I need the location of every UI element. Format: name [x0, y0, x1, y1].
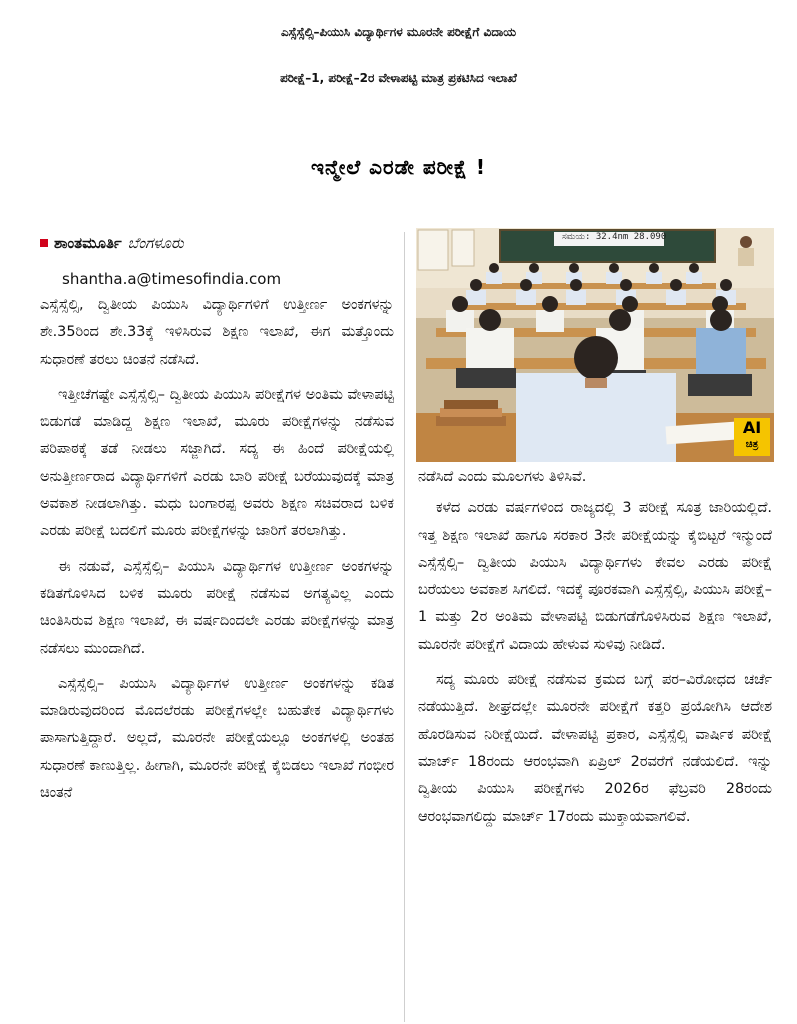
paragraph: ಎಸ್ಸೆಸ್ಸೆಲ್ಸಿ, ದ್ವಿತೀಯ ಪಿಯುಸಿ ವಿದ್ಯಾರ್ಥಿಗಳಿಗೆ ಉತ್ತೀರ್ಣ ಅಂಕಗಳನ್ನು ಶೇ.35ರಿಂದ ಶೇ.33ಕ್ಕೆ ಇಳಿಸಿರುವ ಶಿಕ್ಷಣ ಇಲಾಖೆ, ಈಗ ಮತ್ತೊಂದು ಸುಧಾರಣೆ ತರಲು ಚಿಂತನೆ ನಡೆಸಿದೆ. — [40, 297, 394, 368]
red-square-icon — [40, 239, 48, 247]
kicker-line-2: ಪರೀಕ್ಷೆ–1, ಪರೀಕ್ಷೆ–2ರ ವೇಳಾಪಟ್ಟಿ ಮಾತ್ರ ಪ್ರಕಟಿಸಿದ ಇಲಾಖೆ — [280, 71, 517, 85]
article-column-2 — [418, 464, 772, 839]
column-divider — [404, 232, 405, 1022]
kicker-line-1: ಎಸ್ಸೆಸ್ಸೆಲ್ಸಿ–ಪಿಯುಸಿ ವಿದ್ಯಾರ್ಥಿಗಳ ಮೂರನೇ ಪರೀಕ್ಷೆಗೆ ವಿದಾಯ — [280, 25, 517, 39]
exam-hall-photo — [416, 228, 774, 462]
article-column-1 — [40, 292, 394, 815]
paragraph: ಎಸ್ಸೆಸ್ಸೆಲ್ಸಿ– ಪಿಯುಸಿ ವಿದ್ಯಾರ್ಥಿಗಳ ಉತ್ತೀರ್ಣ ಅಂಕಗಳನ್ನು ಕಡಿತ ಮಾಡಿರುವುದರಿಂದ ಮೊದಲೆರಡು ಪರೀಕ್ಷೆಗಳಲ್ಲೇ ಬಹುತೇಕ ವಿದ್ಯಾರ್ಥಿಗಳು ಪಾಸಾಗುತ್ತಿದ್ದಾರೆ. ಅಲ್ಲದೆ, ಮೂರನೇ ಪರೀಕ್ಷೆಯಲ್ಲೂ ಅಂಕಗಳಲ್ಲಿ ಅಂತಹ ಸುಧಾರಣೆ ಕಾಣುತ್ತಿಲ್ಲ. ಹೀಗಾಗಿ, ಮೂರನೇ ಪರೀಕ್ಷೆ ಕೈಬಿಡಲು ಇಲಾಖೆ ಗಂಭೀರ ಚಿಂತನೆ — [40, 675, 394, 802]
paragraph: ಈ ನಡುವೆ, ಎಸ್ಸೆಸ್ಸೆಲ್ಸಿ– ಪಿಯುಸಿ ವಿದ್ಯಾರ್ಥಿಗಳ ಉತ್ತೀರ್ಣ ಅಂಕಗಳನ್ನು ಕಡಿತಗೊಳಿಸಿದ ಬಳಿಕ ಮೂರು ಪರೀಕ್ಷೆ ನಡೆಸುವ ಅಗತ್ಯವಿಲ್ಲ ಎಂದು ಚಿಂತಿಸಿರುವ ಶಿಕ್ಷಣ ಇಲಾಖೆ, ಈ ವರ್ಷದಿಂದಲೇ ಎರಡು ಪರೀಕ್ಷೆಗಳನ್ನು ಮಾತ್ರ ನಡೆಸಲು ಮುಂದಾಗಿದೆ. — [40, 558, 394, 657]
exam-hall-illustration — [416, 228, 774, 462]
author-name: ಶಾಂತಮೂರ್ತಿ — [54, 234, 122, 252]
byline — [40, 232, 184, 254]
ai-badge-label: AI — [742, 418, 762, 437]
paragraph: ಕಳೆದ ಎರಡು ವರ್ಷಗಳಿಂದ ರಾಜ್ಯದಲ್ಲಿ 3 ಪರೀಕ್ಷೆ ಸೂತ್ರ ಜಾರಿಯಲ್ಲಿದೆ. ಇತ್ತ ಶಿಕ್ಷಣ ಇಲಾಖೆ ಹಾಗೂ ಸರಕಾರ 3ನೇ ಪರೀಕ್ಷೆಯನ್ನು ಕೈಬಿಟ್ಟರೆ ಇನ್ಮುಂದೆ ಎಸ್ಸೆಸ್ಸೆಲ್ಸಿ– ದ್ವಿತೀಯ ಪಿಯುಸಿ ವಿದ್ಯಾರ್ಥಿಗಳು ಕೇವಲ ಎರಡು ಪರೀಕ್ಷೆ ಬರೆಯಲು ಅವಕಾಶ ಸಿಗಲಿದೆ. ಇದಕ್ಕೆ ಪೂರಕವಾಗಿ ಎಸ್ಸೆಸ್ಸೆಲ್ಸಿ, ಪಿಯುಸಿ ಪರೀಕ್ಷೆ–1 ಮತ್ತು 2ರ ಅಂತಿಮ ವೇಳಾಪಟ್ಟಿ ಬಿಡುಗಡೆಗೊಳಿಸಿರುವ ಶಿಕ್ಷಣ ಇಲಾಖೆ, ಮೂರನೇ ಪರೀಕ್ಷೆಗೆ ವಿದಾಯ ಹೇಳುವ ಸುಳಿವು ನೀಡಿದೆ. — [418, 500, 772, 653]
author-email[interactable]: shantha.a@timesofindia.com — [62, 270, 282, 288]
dateline-place: ಬೆಂಗಳೂರು — [127, 234, 184, 252]
ai-badge-sublabel: ಚಿತ್ರ — [745, 439, 759, 450]
paragraph: ಸದ್ಯ ಮೂರು ಪರೀಕ್ಷೆ ನಡೆಸುವ ಕ್ರಮದ ಬಗ್ಗೆ ಪರ–ವಿರೋಧದ ಚರ್ಚೆ ನಡೆಯುತ್ತಿದೆ. ಶೀಘ್ರದಲ್ಲೇ ಮೂರನೇ ಪರೀಕ್ಷೆಗೆ ಕತ್ತರಿ ಪ್ರಯೋಗಿಸಿ ಆದೇಶ ಹೊರಡಿಸುವ ನಿರೀಕ್ಷೆಯಿದೆ. ವೇಳಾಪಟ್ಟಿ ಪ್ರಕಾರ, ಎಸ್ಸೆಸ್ಸೆಲ್ಸಿ ವಾರ್ಷಿಕ ಪರೀಕ್ಷೆ ಮಾರ್ಚ್ 18ರಂದು ಆರಂಭವಾಗಿ ಏಪ್ರಿಲ್ 2ರವರೆಗೆ ನಡೆಯಲಿದೆ. ಇನ್ನು ದ್ವಿತೀಯ ಪಿಯುಸಿ ಪರೀಕ್ಷೆಗಳು 2026ರ ಫೆಬ್ರವರಿ 28ರಂದು ಆರಂಭವಾಗಲಿದ್ದು ಮಾರ್ಚ್ 17ರಂದು ಮುಕ್ತಾಯವಾಗಲಿವೆ. — [418, 672, 772, 825]
ai-image-badge — [734, 418, 770, 456]
headline: ಇನ್ಮೇಲೆ ಎರಡೇ ಪರೀಕ್ಷೆ ! — [311, 155, 486, 179]
paragraph-continuation: ನಡೆಸಿದೆ ಎಂದು ಮೂಲಗಳು ತಿಳಿಸಿವೆ. — [418, 469, 587, 485]
paragraph: ಇತ್ತೀಚೆಗಷ್ಟೇ ಎಸ್ಸೆಸ್ಸೆಲ್ಸಿ– ದ್ವಿತೀಯ ಪಿಯುಸಿ ಪರೀಕ್ಷೆಗಳ ಅಂತಿಮ ವೇಳಾಪಟ್ಟಿ ಬಿಡುಗಡೆ ಮಾಡಿದ್ದ ಶಿಕ್ಷಣ ಇಲಾಖೆ, ಮೂರು ಪರೀಕ್ಷೆಗಳನ್ನು ನಡೆಸುವ ಪರಿಪಾಠಕ್ಕೆ ತಡೆ ನೀಡಲು ಸಜ್ಜಾಗಿದೆ. ಸದ್ಯ ಈ ಹಿಂದೆ ಪರೀಕ್ಷೆಯಲ್ಲಿ ಅನುತ್ತೀರ್ಣರಾದ ವಿದ್ಯಾರ್ಥಿಗಳಿಗೆ ಎರಡು ಬಾರಿ ಪರೀಕ್ಷೆ ಬರೆಯುವುದಕ್ಕೆ ಮಾತ್ರ ಅವಕಾಶ ನೀಡಲಾಗಿತ್ತು. ಮಧು ಬಂಗಾರಪ್ಪ ಅವರು ಶಿಕ್ಷಣ ಸಚಿವರಾದ ಬಳಿಕ ಎರಡು ಪರೀಕ್ಷೆ ಬದಲಿಗೆ ಮೂರು ಪರೀಕ್ಷೆಗಳನ್ನು ಜಾರಿಗೆ ತರಲಾಗಿತ್ತು. — [40, 386, 394, 540]
board-clock-text: ಸಮಯ: 32.4nm 28.090 — [562, 232, 667, 242]
